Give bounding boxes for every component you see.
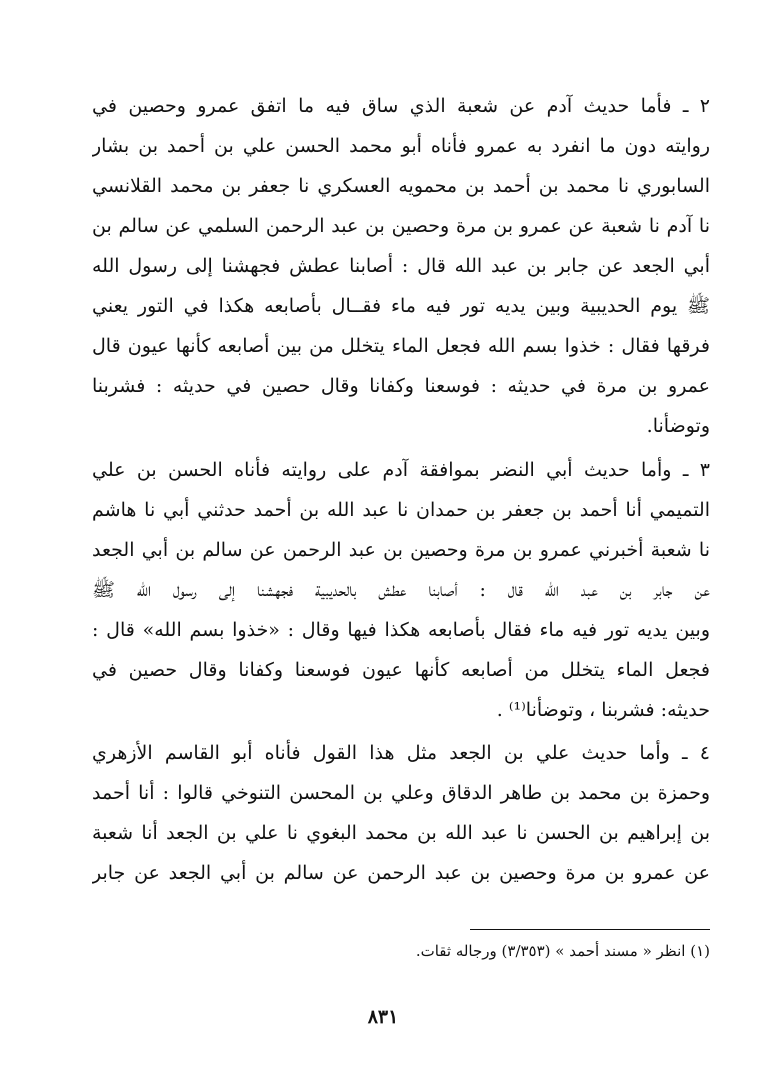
text-line: التميمي أنا أحمد بن جعفر بن حمدان نا عبد الله بن أحمد حدثني أبي نا هاشم — [92, 499, 710, 521]
text-line: روايته دون ما انفرد به عمرو فأناه أبو محمد الحسن علي بن أحمد بن بشار — [92, 135, 710, 157]
text-line: ٤ ـ وأما حديث علي بن الجعد مثل هذا القول فأناه أبو القاسم الأزهري — [92, 742, 710, 764]
text-line: أبي الجعد عن جابر بن عبد الله قال : أصابنا عطش فجهشنا إلى رسول الله — [92, 255, 710, 277]
text-line: ٢ ـ فأما حديث آدم عن شعبة الذي ساق فيه ما اتفق عمرو وحصين في — [92, 95, 710, 117]
text-line: فجعل الماء يتخلل من أصابعه كأنها عيون فوسعنا وكفانا وقال حصين في — [92, 659, 710, 681]
text-line: ٣ ـ وأما حديث أبي النضر بموافقة آدم على روايته فأناه الحسن بن علي — [92, 459, 710, 481]
paragraph-2 — [92, 86, 710, 446]
text-line: فرقها فقال : خذوا بسم الله فجعل الماء يتخلل من بين أصابعه كأنها عيون قال — [92, 335, 710, 357]
footnote: (١) انظر « مسند أحمد » (٣/٣٥٣) ورجاله ثقات. — [415, 942, 710, 960]
text-line: عن جابر بن عبد الله قال : أصابنا عطش بالحديبية فجهشنا إلى رسول الله ﷺ — [92, 579, 710, 601]
paragraph-4 — [92, 733, 710, 893]
text-line: بن إبراهيم بن الحسن نا عبد الله بن محمد البغوي نا علي بن الجعد أنا شعبة — [92, 822, 710, 844]
text-line: نا آدم نا شعبة عن عمرو بن مرة وحصين بن عبد الرحمن السلمي عن سالم بن — [92, 215, 710, 237]
page-number: ٨٣١ — [367, 1006, 399, 1028]
text-line: وبين يديه تور فيه ماء فقال بأصابعه هكذا فيها وقال : «خذوا بسم الله» قال : — [92, 619, 710, 641]
text-line: ﷺ يوم الحديبية وبين يديه تور فيه ماء فقــال بأصابعه هكذا في التور يعني — [92, 295, 710, 317]
footnote-separator — [470, 929, 710, 930]
text-line: عن عمرو بن مرة وحصين بن عبد الرحمن عن سالم بن أبي الجعد عن جابر — [92, 862, 710, 884]
text-line: عمرو بن مرة في حديثه : فوسعنا وكفانا وقال حصين في حديثه : فشربنا — [92, 375, 710, 397]
text-line: السابوري نا محمد بن أحمد بن محمويه العسكري نا جعفر بن محمد القلانسي — [92, 175, 710, 197]
text-line: نا شعبة أخبرني عمرو بن مرة وحصين بن عبد الرحمن عن سالم بن أبي الجعد — [92, 539, 710, 561]
text-line: وتوضأنا. — [646, 415, 710, 437]
text-line: وحمزة بن محمد بن طاهر الدقاق وعلي بن المحسن التنوخي قالوا : أنا أحمد — [92, 782, 710, 804]
paragraph-3 — [92, 450, 710, 730]
text-line: حديثه: فشربنا ، وتوضأنا⁽¹⁾ . — [496, 699, 710, 721]
